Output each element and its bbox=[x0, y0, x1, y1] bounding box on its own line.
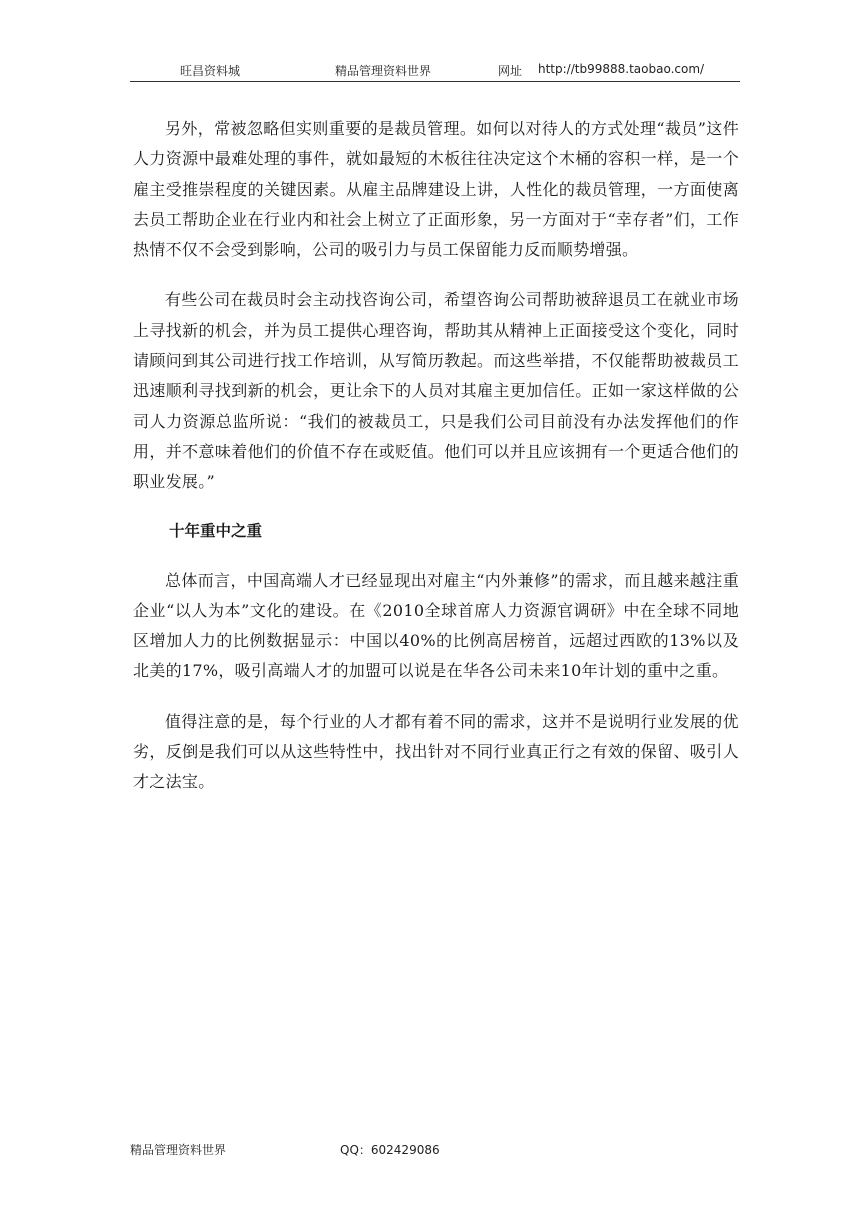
header-url: http://tb99888.taobao.com/ bbox=[538, 62, 705, 76]
section-title: 十年重中之重 bbox=[169, 521, 263, 540]
page-header bbox=[130, 62, 740, 82]
header-site-name: 旺昌资料城 bbox=[180, 64, 241, 78]
header-divider bbox=[130, 81, 740, 82]
paragraph-industry-needs: 值得注意的是，每个行业的人才都有着不同的需求，这并不是说明行业发展的优劣，反倒是我们可以从这些特性中，找出针对不同行业真正行之有效的保留、吸引人才之法宝。 bbox=[133, 711, 739, 792]
paragraph-layoff-management: 另外，常被忽略但实则重要的是裁员管理。如何以对待人的方式处理“裁员”这件人力资源中最难处理的事件，就如最短的木板往往决定这个木桶的容积一样，是一个雇主受推崇程度的关键因素。从雇主品牌建设上讲，人性化的裁员管理，一方面使离去员工帮助企业在行业内和社会上树立了正面形象，另一方面对于“幸存者”们，工作热情不仅不会受到影响，公司的吸引力与员工保留能力反而顺势增强。 bbox=[133, 119, 739, 260]
document-body bbox=[133, 114, 739, 818]
footer-qq: QQ：602429086 bbox=[340, 1143, 440, 1157]
header-url-label: 网址 bbox=[498, 64, 523, 78]
paragraph-talent-demand: 总体而言，中国高端人才已经显现出对雇主“内外兼修”的需求，而且越来越注重企业“以人为本”文化的建设。在《2010全球首席人力资源官调研》中在全球不同地区增加人力的比例数据显示：中国以40%的比例高居榜首，远超过西欧的13%以及北美的17%，吸引高端人才的加盟可以说是在华各公司未来10年计划的重中之重。 bbox=[133, 570, 739, 681]
paragraph-consulting: 有些公司在裁员时会主动找咨询公司，希望咨询公司帮助被辞退员工在就业市场上寻找新的机会，并为员工提供心理咨询，帮助其从精神上正面接受这个变化，同时请顾问到其公司进行找工作培训，从写简历教起。而这些举措，不仅能帮助被裁员工迅速顺利寻找到新的机会，更让余下的人员对其雇主更加信任。正如一家这样做的公司人力资源总监所说：“我们的被裁员工，只是我们公司目前没有办法发挥他们的作用，并不意味着他们的价值不存在或贬值。他们可以并且应该拥有一个更适合他们的职业发展。” bbox=[133, 290, 739, 492]
header-world: 精品管理资料世界 bbox=[335, 64, 432, 78]
footer-world: 精品管理资料世界 bbox=[130, 1143, 227, 1157]
